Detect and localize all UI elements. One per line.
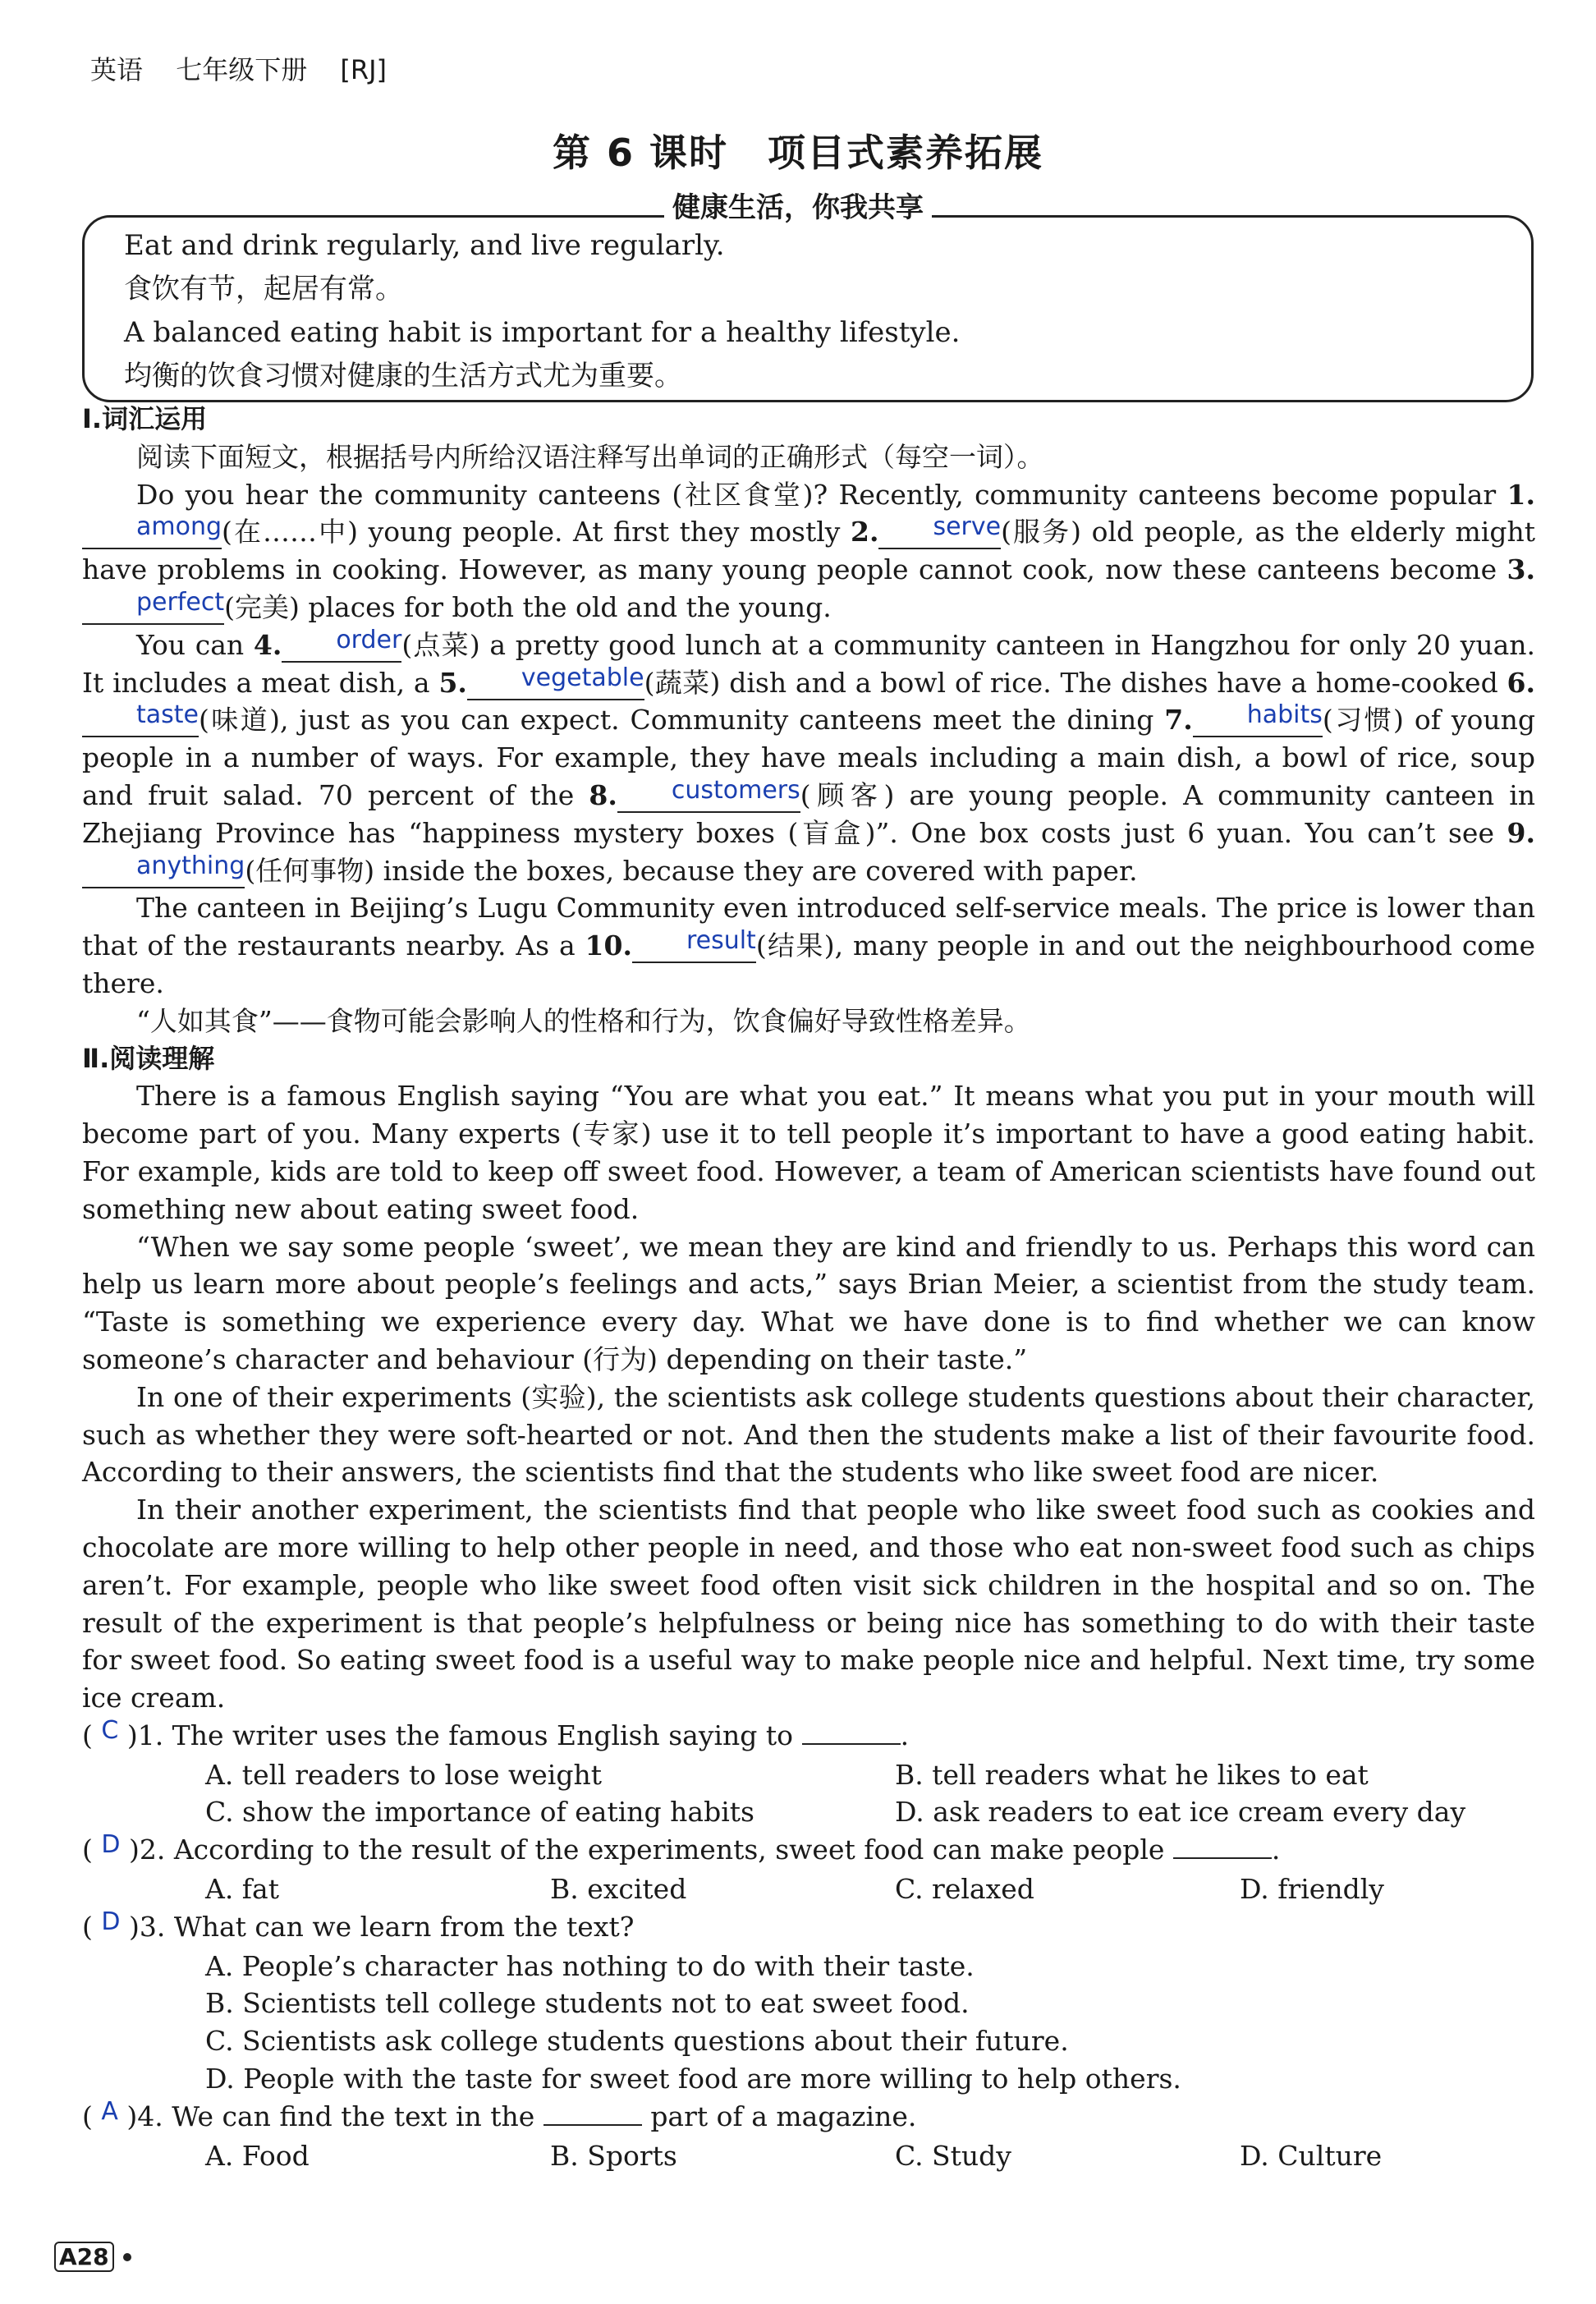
main-content bbox=[82, 401, 1535, 2174]
box-line: A balanced eating habit is important for a healthy lifestyle. bbox=[124, 316, 961, 349]
option[interactable]: D. People with the taste for sweet food are more willing to help others. bbox=[205, 2063, 1181, 2095]
box-line: 食饮有节，起居有常。 bbox=[124, 273, 403, 305]
answer-blank[interactable]: order bbox=[282, 631, 401, 663]
box-line: 均衡的饮食习惯对健康的生活方式尤为重要。 bbox=[124, 360, 682, 392]
book-header bbox=[90, 49, 411, 87]
cloze-paragraph: You can 4. order(点菜) a pretty good lunch at a community canteen in Hangzhou for only 20 yuan. It includes a meat dish, a 5. vegetable(蔬菜) dish and a bowl of rice. The dishes have a home-cooked 6.taste(味道), just as you can expect. Community canteens meet the dining 7. habits(习惯) of young people in a number of ways. For example, they have meals including a main dish, a bowl of rice, soup and fruit salad. 70 percent of the 8. customers(顾客) are young people. A community canteen in Zhejiang Province has “happiness mystery boxes (盲盒)”. One box costs just 6 yuan. You can’t see 9.anything(任何事物) inside the boxes, because they are covered with paper. bbox=[82, 625, 1535, 887]
option[interactable]: C. show the importance of eating habits bbox=[205, 1796, 754, 1829]
option[interactable]: B. tell readers what he likes to eat bbox=[895, 1758, 1369, 1791]
option[interactable]: C. Study bbox=[895, 2139, 1011, 2172]
options bbox=[82, 1870, 1535, 1908]
passage-paragraph: In their another experiment, the scientists find that people who like sweet food such as cookies and chocolate are more willing to help other people in need, and those who eat non-sweet food such as chips aren’t. For example, people who like sweet food often visit sick children in the hospital and so on. The result of the experiment is that people’s helpfulness or being nice has something to do with their taste for sweet food. So eating sweet food is a useful way to make people nice and helpful. Next time, try some ice cream. bbox=[82, 1494, 1535, 1714]
cloze-paragraph: The canteen in Beijing’s Lugu Community even introduced self-service meals. The price is lower than that of the restaurants nearby. As a 10. result(结果), many people in and out the neighbourhood come there. bbox=[82, 892, 1535, 999]
answer-blank[interactable]: vegetable bbox=[467, 669, 644, 700]
option[interactable]: D. Culture bbox=[1240, 2139, 1383, 2172]
answer-blank[interactable]: perfect bbox=[82, 594, 224, 625]
option[interactable]: B. Scientists tell college students not to eat sweet food. bbox=[205, 1987, 970, 2020]
question-4: ( A )4. We can find the text in the part of a magazine. bbox=[82, 2096, 917, 2132]
answer-blank[interactable]: serve bbox=[878, 518, 1001, 549]
option[interactable]: A. fat bbox=[205, 1873, 279, 1906]
answer-blank[interactable]: among bbox=[82, 518, 222, 549]
option[interactable]: B. excited bbox=[550, 1873, 687, 1906]
question-2: ( D )2. According to the result of the experiments, sweet food can make people . bbox=[82, 1830, 1281, 1866]
intro-box bbox=[82, 215, 1534, 402]
options bbox=[82, 1756, 1535, 1832]
option[interactable]: A. People’s character has nothing to do with their taste. bbox=[205, 1949, 975, 1982]
grade: 七年级下册 bbox=[176, 54, 308, 85]
question-3: ( D )3. What can we learn from the text? bbox=[82, 1907, 635, 1943]
option[interactable]: D. friendly bbox=[1240, 1873, 1384, 1906]
passage-paragraph: There is a famous English saying “You are what you eat.” It means what you put in your mouth will become part of you. Many experts (专家) use it to tell people it’s important to have a good eating habit. For example, kids are told to keep off sweet food. However, a team of American scientists have found out something new about eating sweet food. bbox=[82, 1080, 1535, 1225]
question-1: ( C )1. The writer uses the famous English saying to . bbox=[82, 1715, 910, 1751]
option[interactable]: A. tell readers to lose weight bbox=[205, 1758, 602, 1791]
option[interactable]: C. relaxed bbox=[895, 1873, 1034, 1906]
answer-blank[interactable]: taste bbox=[82, 706, 199, 737]
option[interactable]: A. Food bbox=[205, 2139, 310, 2172]
section-intro: “人如其食”——食物可能会影响人的性格和行为，饮食偏好导致性格差异。 bbox=[136, 1004, 1031, 1037]
answer-blank[interactable]: result bbox=[632, 932, 756, 963]
answer-blank[interactable]: anything bbox=[82, 857, 245, 888]
instruction: 阅读下面短文，根据括号内所给汉语注释写出单词的正确形式（每空一词）。 bbox=[136, 440, 1044, 473]
edition: [RJ] bbox=[340, 54, 388, 85]
page-number: A28 bbox=[54, 2242, 114, 2272]
passage-paragraph: “When we say some people ‘sweet’, we mean they are kind and friendly to us. Perhaps this word can help us learn more about people’s feelings and acts,” says Brian Meier, a scientist from the study team. “Taste is something we experience every day. What we have done is to find whether we can know someone’s character and behaviour (行为) depending on their taste.” bbox=[82, 1230, 1535, 1375]
section-heading: Ⅱ.阅读理解 bbox=[82, 1042, 215, 1074]
option[interactable]: C. Scientists ask college students questions about their future. bbox=[205, 2025, 1069, 2058]
box-line: Eat and drink regularly, and live regularly. bbox=[124, 229, 725, 262]
cloze-paragraph: Do you hear the community canteens (社区食堂)? Recently, community canteens become popular 1.among(在……中) young people. At first they mostly 2. serve(服务) old people, as the elderly might have problems in cooking. However, as many young people cannot cook, now these canteens become 3.perfect(完美) places for both the old and the young. bbox=[82, 478, 1535, 623]
page-title: 第 6 课时 项目式素养拓展 bbox=[552, 131, 1044, 175]
option[interactable]: B. Sports bbox=[550, 2139, 677, 2172]
box-title: 健康生活，你我共享 bbox=[0, 185, 1596, 225]
section-heading: Ⅰ.词汇运用 bbox=[82, 403, 208, 434]
passage-paragraph: In one of their experiments (实验), the scientists ask college students questions about their character, such as whether they were soft-hearted or not. And then the students make a list of their favourite food. According to their answers, the scientists find that the students who like sweet food are nicer. bbox=[82, 1380, 1535, 1489]
answer-blank[interactable]: habits bbox=[1193, 706, 1323, 737]
decorative-dot bbox=[123, 2253, 131, 2261]
option[interactable]: D. ask readers to eat ice cream every day bbox=[895, 1796, 1466, 1829]
subject: 英语 bbox=[90, 54, 144, 85]
answer-blank[interactable]: customers bbox=[617, 782, 800, 813]
options bbox=[82, 2137, 1535, 2175]
